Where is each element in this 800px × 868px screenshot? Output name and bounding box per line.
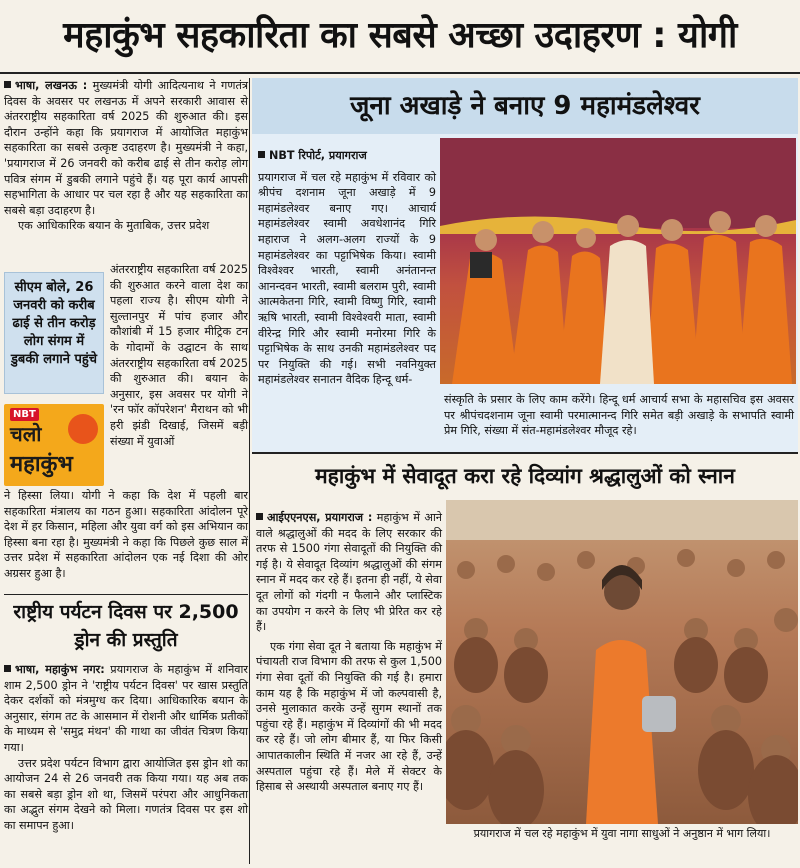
logo-badge: NBT bbox=[10, 408, 39, 421]
seva-article-text bbox=[256, 510, 442, 795]
seva-text1: महाकुंभ में आने वाले श्रद्धालुओं की मदद के लिए सरकार की तरफ से 1500 गंगा सेवादूतों की नियुक्ति की गई है। ये सेवादूत दिव्यांग श्रद्धालुओं की संगम स्नान में मदद कर रहे हैं। इतना ही नहीं, ये सेवा दूत लोगों को गंदगी न फैलाने और प्लास्टिक का उपयोग न करने के लिए भी प्रेरित कर रहे हैं। bbox=[256, 511, 442, 634]
logo-line2: महाकुंभ bbox=[10, 452, 73, 477]
juna-ceremony-photo bbox=[440, 138, 796, 384]
drone-headline: राष्ट्रीय पर्यटन दिवस पर 2,500 ड्रोन की प्रस्तुति bbox=[13, 601, 239, 651]
juna-dateline: NBT रिपोर्ट, प्रयागराज bbox=[269, 149, 367, 162]
juna-article-text bbox=[258, 148, 436, 388]
juna-text: प्रयागराज में चल रहे महाकुंभ में रविवार को श्रीपंच दशनाम जूना अखाड़े में 9 महामंडलेश्वर बनाए गए। आचार्य महामंडलेश्वर स्वामी अवधेशानंद गिरि महाराज ने अलग-अलग राज्यों के 9 महामंडलेश्वर का पट्टाभिषेक किया। स्वामी विश्वेश्वर भारती, स्वामी अनंतानन्त आनन्दवन भारती, स्वामी बलराम पुरी, स्वामी आत्मकेतना गिरि, स्वामी विष्णु गिरि, स्वामी ऋषि भारती, स्वामी विश्वेश्वरी माता, स्वामी वीरेन्द्र गिरि और स्वामी मनोरमा गिरि के पट्टाभिषेक के साथ उनकी महामंडलेश्वर पद पर नियुक्ति की गई। सभी नवनियुक्त महामंडलेश्वर सनातन वैदिक हिन्दू धर्म- bbox=[258, 170, 436, 387]
drone-dateline: भाषा, महाकुंभ नगर: bbox=[15, 663, 105, 676]
naga-sadhus-photo bbox=[446, 500, 798, 824]
juna-photo-illustration bbox=[440, 138, 796, 384]
yogi-dateline: भाषा, लखनऊ : bbox=[15, 79, 88, 92]
yogi-mid-intro: एक आधिकारिक बयान के मुताबिक, उत्तर प्रदेश bbox=[18, 219, 210, 233]
juna-headline: जूना अखाड़े ने बनाए 9 महामंडलेश्वर bbox=[252, 78, 798, 134]
logo-line1: चलो bbox=[10, 422, 42, 446]
bullet-square-icon bbox=[4, 81, 11, 88]
headline-rule bbox=[0, 72, 800, 74]
seva-top-rule bbox=[252, 452, 798, 454]
seva-headline: महाकुंभ में सेवादूत करा रहे दिव्यांग श्रद्धालुओं को स्नान bbox=[252, 456, 798, 496]
bullet-square-icon bbox=[258, 151, 265, 158]
sun-icon bbox=[68, 414, 98, 444]
drone-text2: उत्तर प्रदेश पर्यटन विभाग द्वारा आयोजित इस ड्रोन शो का आयोजन 24 से 26 जनवरी तक किया गया। यह अब तक का सबसे बड़ा ड्रोन शो था, जिसमें परंपरा और आधुनिकता का अद्भुत संगम देखने को मिला। गणतंत्र दिवस पर इस शो का समापन हुआ। bbox=[4, 756, 248, 832]
drone-article bbox=[4, 662, 248, 834]
chalo-mahakumbh-logo bbox=[4, 404, 104, 486]
column-rule bbox=[249, 78, 250, 864]
seva-photo-illustration bbox=[446, 500, 798, 824]
yogi-article-top bbox=[4, 78, 248, 234]
seva-dateline: आईएएनएस, प्रयागराज : bbox=[267, 511, 373, 524]
seva-photo-caption: प्रयागराज में चल रहे महाकुंभ में युवा नागा साधुओं ने अनुष्ठान में भाग लिया। bbox=[473, 827, 771, 840]
juna-text-right: संस्कृति के प्रसार के लिए काम करेंगे। हिन्दू धर्म आचार्य सभा के महासचिव इस अवसर पर श्रीपंचदशनाम जूना स्वामी परमात्मानन्द गिरि समेत बड़ी अखाड़े के सभापति स्वामी प्रेम गिरि, संख्या में संत-महामंडलेश्वर मौजूद रहे। bbox=[444, 393, 794, 438]
drone-top-rule bbox=[4, 594, 248, 595]
drone-text1: प्रयागराज के महाकुंभ में शनिवार शाम 2,500 ड्रोन ने 'राष्ट्रीय पर्यटन दिवस' पर खास प्रस्तुति देकर दर्शकों को मंत्रमुग्ध कर दिया। आधिकारिक बयान के अनुसार, संगम तट के आसमान में रोशनी और धार्मिक प्रतीकों के माध्यम से 'समुद्र मंथन' की गाथा का जीवंत चित्रण किया गया। bbox=[4, 663, 248, 754]
pull-quote-callout: सीएम बोले, 26 जनवरी को करीब ढाई से तीन करोड़ लोग संगम में डुबकी लगाने पहुंचे bbox=[4, 272, 104, 394]
yogi-bottom-text: ने हिस्सा लिया। योगी ने कहा कि देश में पहली बार सहकारिता मंत्रालय का गठन हुआ। सहकारिता आंदोलन पूरे देश में हर किसान, महिला और युवा वर्ग को इस अभियान का हिस्सा बना रहा है। मुख्यमंत्री ने कहा कि पिछले कुछ साल में उत्तर प्रदेश में सहकारिता आंदोलन एक नई दिशा की ओर अग्रसर हुआ है। bbox=[4, 489, 248, 580]
seva-text2: एक गंगा सेवा दूत ने बताया कि महाकुंभ में पंचायती राज विभाग की तरफ से कुल 1,500 गंगा सेवा दूतों की नियुक्ति की गई है। हमारा काम यह है कि महाकुंभ में जो कल्पवासी है, उनसे मुलाकात करके उन्हें सुगम स्थानों तक पहुंचा रहे हैं। महाकुंभ में दिव्यांगों की भी मदद कर रहे हैं। जो लोग बीमार हैं, या फिर किसी आपातकालीन स्थिति में नजर आ रहे हैं, उन्हें अस्पताल पहुंचा रहे हैं। मेले में सेक्टर के हिसाब से अस्थायी अस्पताल बनाए गए हैं। bbox=[256, 639, 442, 794]
yogi-mid-text: अंतरराष्ट्रीय सहकारिता वर्ष 2025 की शुरुआत करने वाला देश का पहला राज्य है। सीएम योगी ने सुल्तानपुर में पांच हजार और कौशांबी में 15 हजार मीट्रिक टन के गोदामों के उद्घाटन के साथ अंतरराष्ट्रीय सहकारिता वर्ष 2025 की शुरुआत की। बयान के अनुसार, इस अवसर पर योगी ने 'रन फॉर कॉपरेशन' मैराथन को भी हरी झंडी दिखाई, जिसमें बड़ी संख्या में युवाओं bbox=[110, 263, 248, 448]
bullet-square-icon bbox=[4, 665, 11, 672]
bullet-square-icon bbox=[256, 513, 263, 520]
yogi-top-text: मुख्यमंत्री योगी आदित्यनाथ ने गणतंत्र दिवस के अवसर पर लखनऊ में अपने सरकारी आवास से अंतरराष्ट्रीय सहकारिता वर्ष 2025 की शुरुआत की। इस दौरान उन्होंने कहा कि प्रयागराज में आयोजित महाकुंभ सहकारिता का सबसे उत्कृष्ट उदाहरण है। मुख्यमंत्री ने कहा, 'प्रयागराज में 26 जनवरी को करीब ढाई से तीन करोड़ लोग पवित्र संगम में डुबकी लगाने पहुंचे हैं। यह पूरा कार्य आपसी सहभागिता के आधार पर चल रहा है और यह सहकारिता का सबसे बड़ा उदाहरण है। bbox=[4, 79, 248, 217]
main-headline: महाकुंभ सहकारिता का सबसे अच्छा उदाहरण : योगी bbox=[63, 15, 737, 56]
